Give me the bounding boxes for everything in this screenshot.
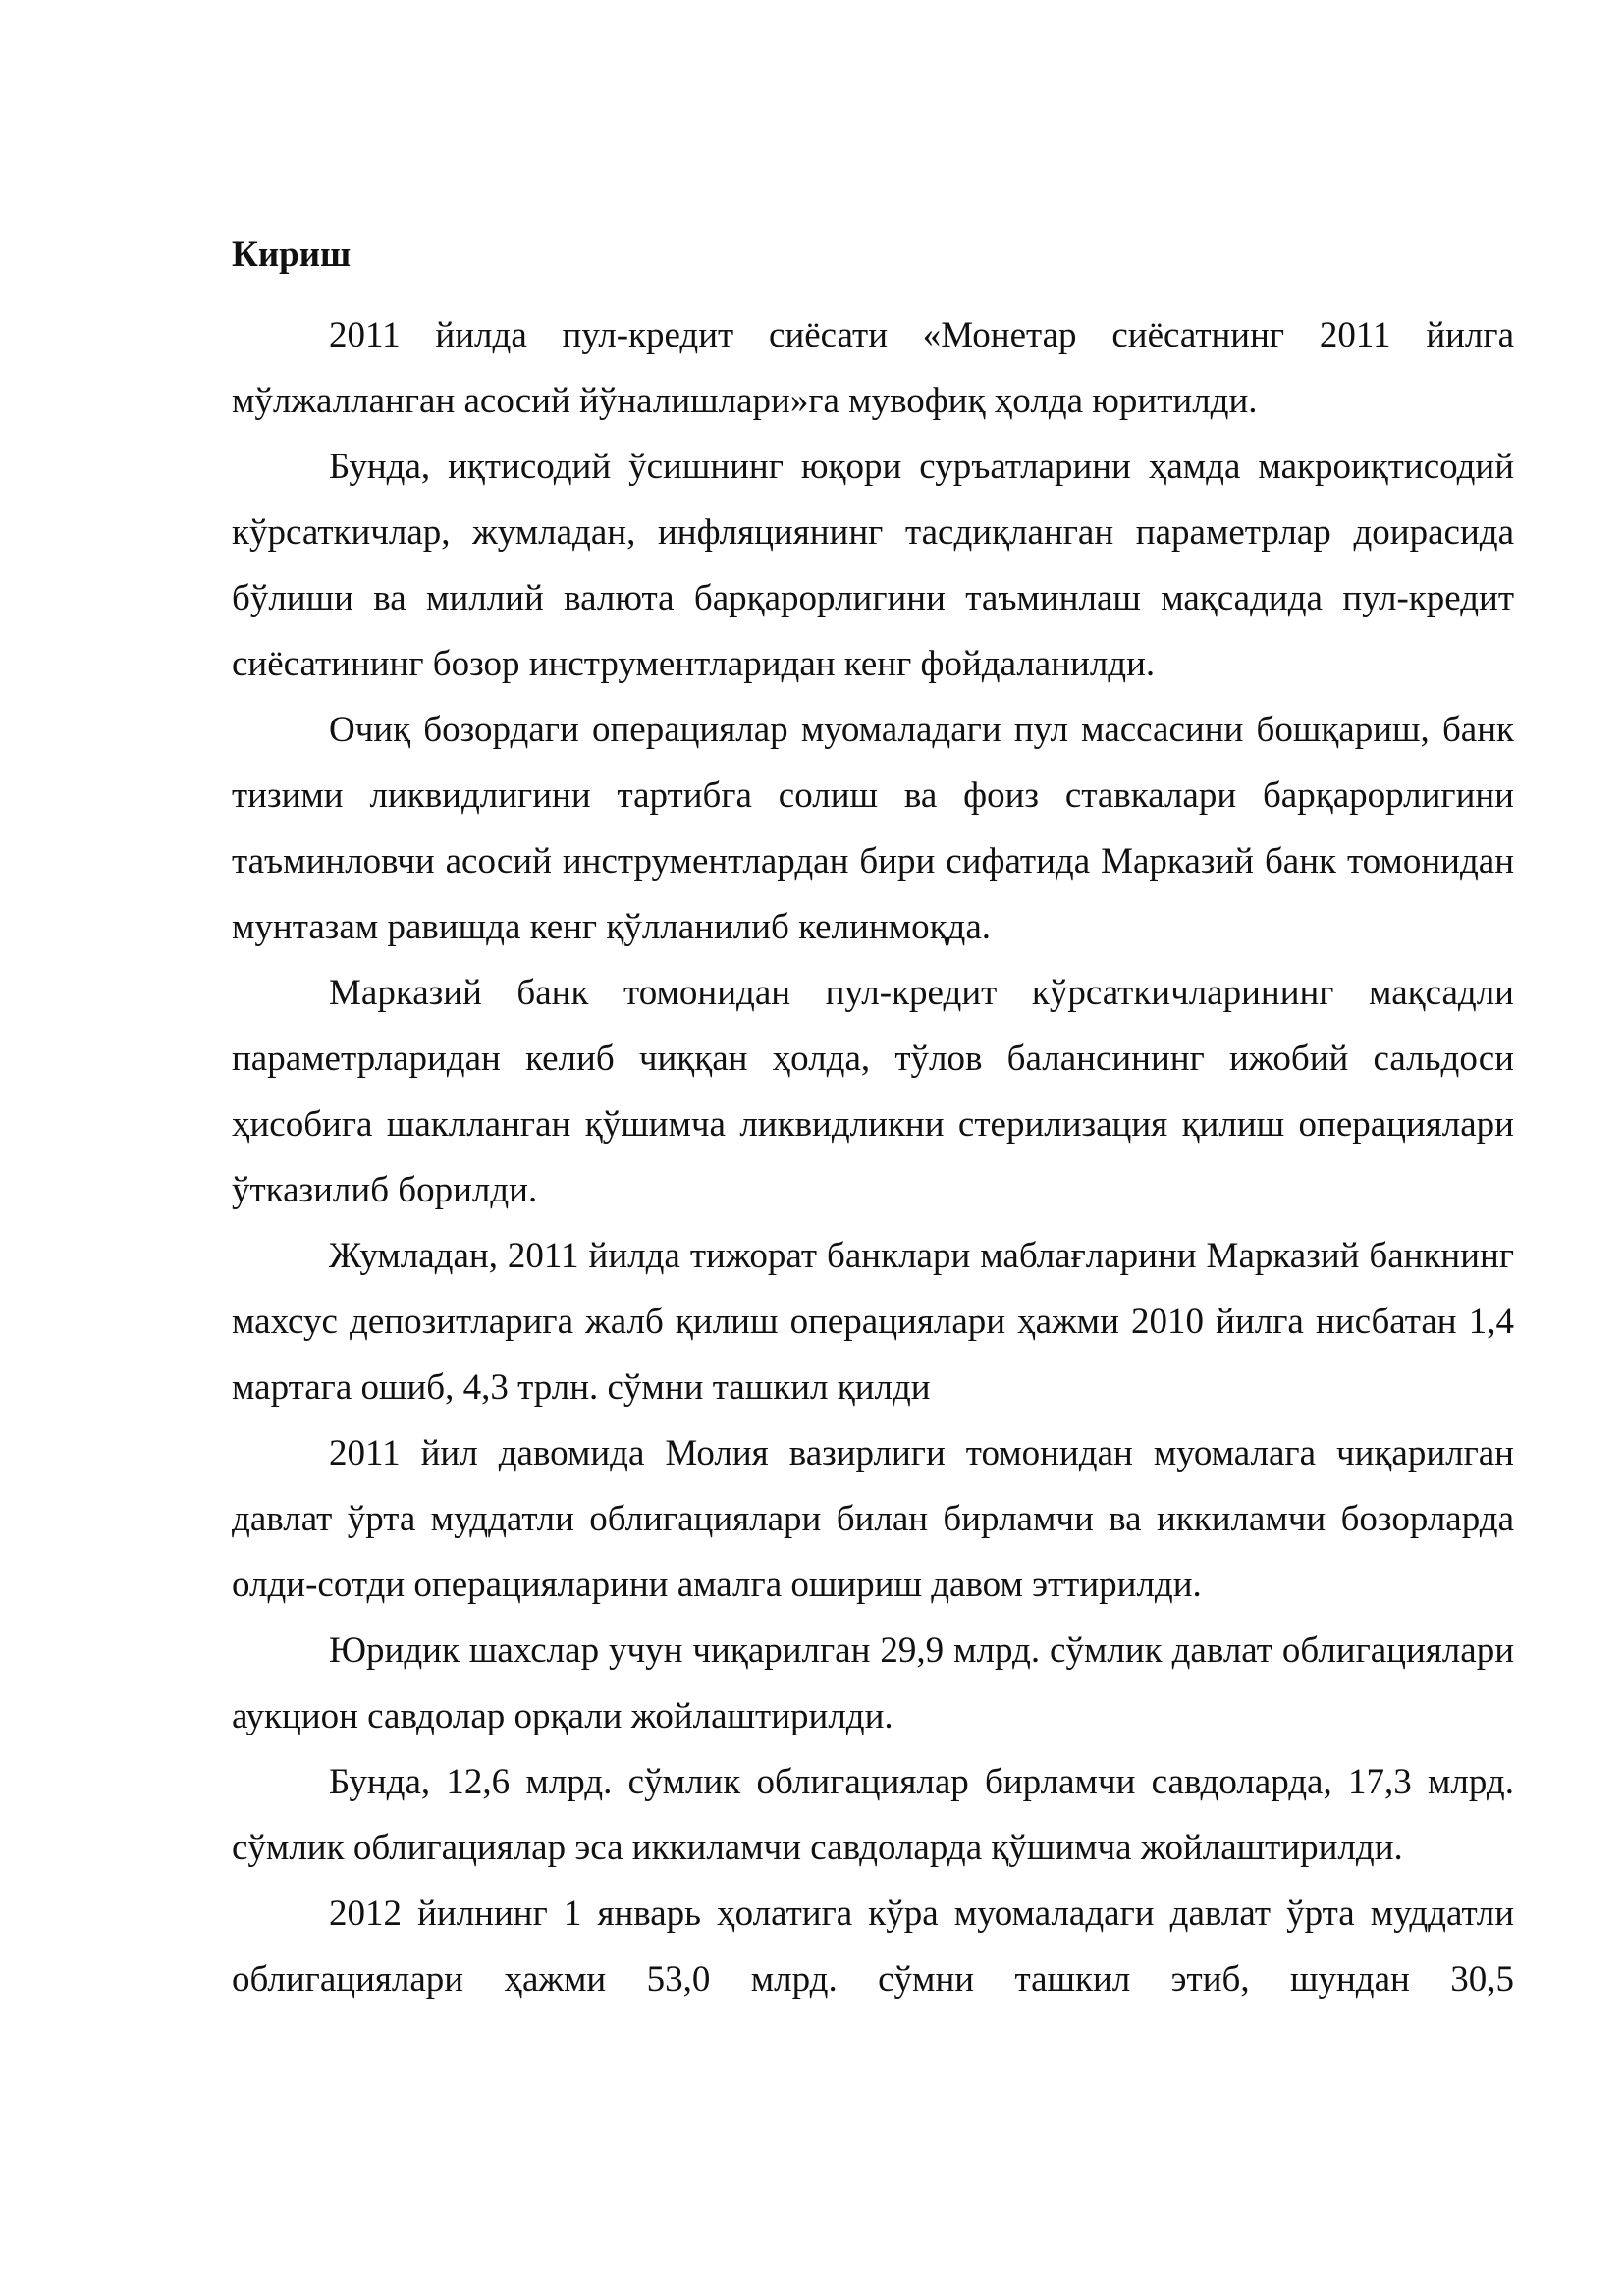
paragraph-1: 2011 йилда пул-кредит сиёсати «Монетар сиёсатнинг 2011 йилга мўлжалланган асосий йўналишлари»га мувофиқ ҳолда юритилди.	[232, 315, 1514, 421]
paragraph-3: Очиқ бозордаги операциялар муомаладаги пул массасини бошқариш, банк тизими ликвидлигини тартибга солиш ва фоиз ставкалари барқарорлигини таъминловчи асосий инструментлардан бири сифатида Марказий банк томонидан мунтазам равишда кенг қўлланилиб келинмоқда.	[232, 710, 1514, 947]
paragraph-8: Бунда, 12,6 млрд. сўмлик облигациялар бирламчи савдоларда, 17,3 млрд. сўмлик облигациялар эса иккиламчи савдоларда қўшимча жойлаштирилди.	[232, 1762, 1514, 1868]
paragraph-4: Марказий банк томонидан пул-кредит кўрсаткичларининг мақсадли параметрларидан келиб чиққан ҳолда, тўлов балансининг ижобий сальдоси ҳисобига шаклланган қўшимча ликвидликни стерилизация қилиш операциялари ўтказилиб борилди.	[232, 973, 1514, 1210]
section-heading: Кириш	[232, 235, 352, 275]
document-body	[232, 222, 1514, 2012]
paragraph-9: 2012 йилнинг 1 январь ҳолатига кўра муомаладаги давлат ўрта муддатли облигациялари ҳажми 53,0 млрд. сўмни ташкил этиб, шундан 30,5	[232, 1894, 1514, 2000]
paragraph-5: Жумладан, 2011 йилда тижорат банклари маблағларини Марказий банкнинг махсус депозитларига жалб қилиш операциялари ҳажми 2010 йилга нисбатан 1,4 мартага ошиб, 4,3 трлн. сўмни ташкил қилди	[232, 1236, 1514, 1408]
paragraph-7: Юридик шахслар учун чиқарилган 29,9 млрд. сўмлик давлат облигациялари аукцион савдолар орқали жойлаштирилди.	[232, 1630, 1514, 1736]
paragraph-2: Бунда, иқтисодий ўсишнинг юқори суръатларини ҳамда макроиқтисодий кўрсаткичлар, жумладан, инфляциянинг тасдиқланган параметрлар доирасида бўлиши ва миллий валюта барқарорлигини таъминлаш мақсадида пул-кредит сиёсатининг бозор инструментларидан кенг фойдаланилди.	[232, 447, 1514, 684]
paragraph-6: 2011 йил давомида Молия вазирлиги томонидан муомалага чиқарилган давлат ўрта муддатли облигациялари билан бирламчи ва иккиламчи бозорларда олди-сотди операцияларини амалга ошириш давом эттирилди.	[232, 1433, 1514, 1605]
